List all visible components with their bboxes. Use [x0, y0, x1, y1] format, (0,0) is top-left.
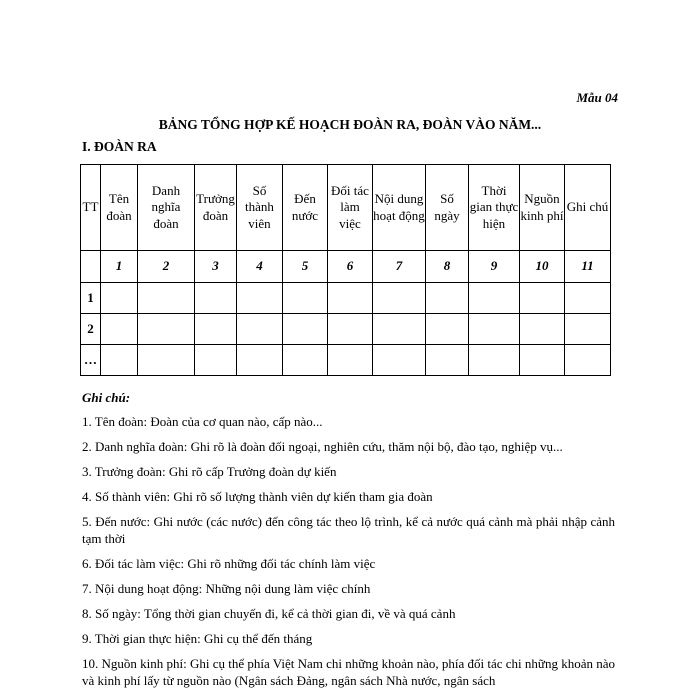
table-cell[interactable] [237, 314, 283, 345]
table-cell[interactable] [101, 345, 138, 376]
table-cell[interactable] [328, 345, 373, 376]
table-cell[interactable] [328, 314, 373, 345]
note-item: 4. Số thành viên: Ghi rõ số lượng thành viên dự kiến tham gia đoàn [82, 489, 433, 504]
table-row [81, 283, 611, 314]
column-number: 8 [426, 251, 469, 283]
table-cell[interactable] [469, 283, 520, 314]
table-cell[interactable] [426, 283, 469, 314]
column-header: Số ngày [426, 165, 469, 251]
column-header: Danh nghĩa đoàn [138, 165, 195, 251]
table-cell[interactable] [101, 283, 138, 314]
table-cell[interactable] [565, 314, 611, 345]
table-header-row [81, 165, 611, 251]
table-row [81, 314, 611, 345]
form-code: Mẫu 04 [576, 90, 618, 105]
note-item: 8. Số ngày: Tổng thời gian chuyến đi, kể cả thời gian đi, về và quá cảnh [82, 606, 456, 621]
column-number: 2 [138, 251, 195, 283]
column-number: 1 [101, 251, 138, 283]
table-cell[interactable] [283, 314, 328, 345]
note-item: 6. Đối tác làm việc: Ghi rõ những đối tác chính làm việc [82, 556, 376, 571]
column-header: Tên đoàn [101, 165, 138, 251]
plan-table [80, 164, 611, 376]
column-number: 6 [328, 251, 373, 283]
column-header: Đối tác làm việc [328, 165, 373, 251]
table-cell[interactable] [565, 283, 611, 314]
column-number [81, 251, 101, 283]
table-cell[interactable] [138, 283, 195, 314]
table-cell[interactable] [373, 345, 426, 376]
table-cell[interactable] [520, 283, 565, 314]
column-number: 3 [195, 251, 237, 283]
table-cell[interactable] [520, 345, 565, 376]
notes-section [82, 389, 615, 697]
table-cell[interactable] [520, 314, 565, 345]
notes-heading: Ghi chú: [82, 390, 131, 405]
table-cell[interactable] [328, 283, 373, 314]
note-item: 9. Thời gian thực hiện: Ghi cụ thể đến tháng [82, 631, 313, 646]
column-number: 11 [565, 251, 611, 283]
table-cell[interactable] [469, 345, 520, 376]
row-index: 1 [81, 283, 101, 314]
table-cell[interactable] [283, 345, 328, 376]
column-header: Số thành viên [237, 165, 283, 251]
table-cell[interactable] [469, 314, 520, 345]
table-cell[interactable] [237, 345, 283, 376]
table-cell[interactable] [426, 314, 469, 345]
table-cell[interactable] [565, 345, 611, 376]
document-title: BẢNG TỔNG HỢP KẾ HOẠCH ĐOÀN RA, ĐOÀN VÀO NĂM... [158, 117, 542, 132]
column-header: Đến nước [283, 165, 328, 251]
table-cell[interactable] [373, 283, 426, 314]
column-number: 4 [237, 251, 283, 283]
column-number: 5 [283, 251, 328, 283]
note-item: 10. Nguồn kinh phí: Ghi cụ thể phía Việt Nam chi những khoản nào, phía đối tác chi những khoản nào và kinh phí lấy từ nguồn nào (Ngân sách Đảng, ngân sách Nhà nước, ngân sách [82, 656, 615, 688]
table-cell[interactable] [195, 283, 237, 314]
table-row [81, 345, 611, 376]
table-cell[interactable] [195, 314, 237, 345]
row-index: 2 [81, 314, 101, 345]
column-number-row [81, 251, 611, 283]
note-item: 7. Nội dung hoạt động: Những nội dung làm việc chính [82, 581, 371, 596]
table-cell[interactable] [426, 345, 469, 376]
column-number: 9 [469, 251, 520, 283]
table-cell[interactable] [373, 314, 426, 345]
column-header: Ghi chú [565, 165, 611, 251]
note-item: 1. Tên đoàn: Đoàn của cơ quan nào, cấp nào... [82, 414, 323, 429]
table-cell[interactable] [283, 283, 328, 314]
column-header: Trưởng đoàn [195, 165, 237, 251]
column-header: Thời gian thực hiện [469, 165, 520, 251]
column-header: Nội dung hoạt động [373, 165, 426, 251]
column-number: 7 [373, 251, 426, 283]
note-item: 5. Đến nước: Ghi nước (các nước) đến công tác theo lộ trình, kể cả nước quá cảnh mà phải nhập cảnh tạm thời [82, 514, 615, 546]
note-item: 2. Danh nghĩa đoàn: Ghi rõ là đoàn đối ngoại, nghiên cứu, thăm nội bộ, đào tạo, nghiệp vụ... [82, 439, 563, 454]
table-cell[interactable] [101, 314, 138, 345]
table-cell[interactable] [138, 314, 195, 345]
column-header: Nguồn kinh phí [520, 165, 565, 251]
notes-list [82, 413, 615, 689]
section-title: I. ĐOÀN RA [82, 139, 157, 154]
column-number: 10 [520, 251, 565, 283]
note-item: 3. Trưởng đoàn: Ghi rõ cấp Trưởng đoàn dự kiến [82, 464, 337, 479]
table-cell[interactable] [237, 283, 283, 314]
table-cell[interactable] [138, 345, 195, 376]
table-cell[interactable] [195, 345, 237, 376]
column-header: TT [81, 165, 101, 251]
row-index: … [81, 345, 101, 376]
